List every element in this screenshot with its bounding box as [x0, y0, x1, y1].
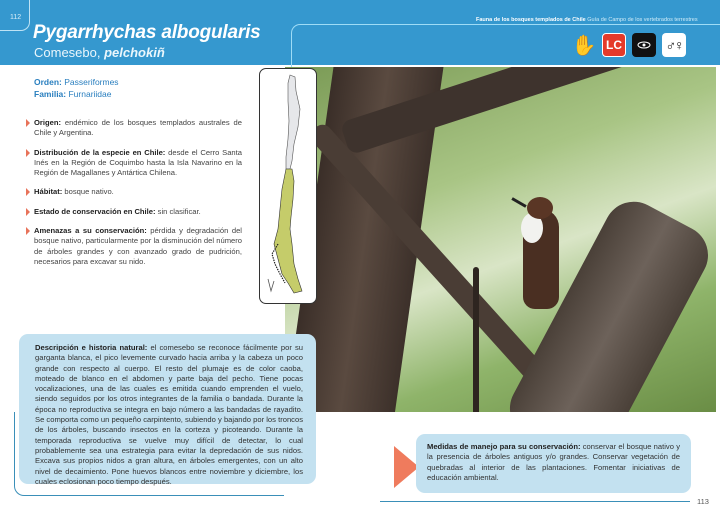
- fact-origen: [30, 118, 242, 139]
- distribution-map: [259, 68, 317, 304]
- taxonomy-familia: [34, 88, 119, 100]
- fact-habitat: [30, 187, 242, 197]
- management-label: Medidas de manejo para su conservación:: [427, 442, 581, 451]
- fact-text: desde el Cerro Santa Inés en la Región de Coquimbo hasta la Isla Navarino en la Región de Magallanes y Antártica Chilena.: [34, 147, 242, 178]
- fact-estado: [30, 207, 242, 217]
- fact-label: Estado de conservación en Chile:: [34, 206, 156, 216]
- bullet-arrow-icon: [26, 149, 30, 157]
- common-name-spanish: Comesebo,: [34, 45, 105, 60]
- footer-line: [380, 501, 690, 502]
- familia-label: Familia:: [34, 89, 67, 99]
- tree-twig: [473, 267, 479, 412]
- description-box: [19, 334, 316, 484]
- bird-beak: [511, 197, 526, 208]
- management-box: [416, 434, 691, 493]
- guide-title-rest: Guía de Campo de los vertebrados terrestres: [585, 17, 698, 23]
- eye-icon: [632, 33, 656, 57]
- guide-title-bold: Fauna de los bosques templados de Chile: [476, 17, 586, 23]
- guide-title: [476, 17, 698, 23]
- fact-amenazas: [30, 226, 242, 267]
- fact-text: endémico de los bosques templados australes de Chile y Argentina.: [34, 118, 242, 138]
- bullet-arrow-icon: [26, 208, 30, 216]
- bird-head: [527, 197, 553, 219]
- chile-map-icon: [260, 69, 318, 305]
- hand-icon: ✋: [571, 34, 597, 57]
- fact-label: Amenazas a su conservación:: [34, 226, 147, 236]
- page-number-right: 113: [697, 497, 709, 506]
- taxonomy-orden: [34, 76, 119, 88]
- orden-value: Passeriformes: [61, 77, 119, 87]
- bird-photo: [285, 67, 716, 412]
- sex-symbols-icon: ♂♀: [662, 33, 686, 57]
- taxonomy: [34, 76, 119, 100]
- bullet-arrow-icon: [26, 188, 30, 196]
- compass-north-icon: [268, 279, 274, 291]
- fact-distribucion: [30, 148, 242, 179]
- common-name-local: pelchokiñ: [104, 45, 165, 60]
- description-label: Descripción e historia natural:: [35, 343, 148, 352]
- fact-text: pérdida y degradación del bosque nativo, particularmente por la disminución del número de árboles grandes y con avanzado grado de pudrición, necesarios para excavar su nido.: [34, 226, 242, 266]
- common-name: [34, 45, 165, 60]
- fact-label: Distribución de la especie en Chile:: [34, 147, 166, 157]
- bird: [517, 197, 563, 317]
- fact-text: bosque nativo.: [62, 187, 114, 197]
- fact-label: Hábitat:: [34, 187, 63, 197]
- management-text: conservar el bosque nativo y la presencia de árboles antiguos y/o grandes. Conservar vegetación de quebradas al interior de las plantaciones. Fomentar iniciativas de educación ambiental.: [427, 442, 680, 482]
- page-header: [0, 0, 720, 65]
- scientific-name: Pygarrhychas albogularis: [33, 22, 261, 43]
- status-icons: [572, 33, 686, 57]
- fact-text: sin clasificar.: [155, 206, 201, 216]
- conservation-status-badge: LC: [602, 33, 626, 57]
- species-facts: [30, 118, 242, 276]
- bullet-arrow-icon: [26, 227, 30, 235]
- familia-value: Furnariidae: [66, 89, 112, 99]
- bullet-arrow-icon: [26, 119, 30, 127]
- description-text: el comesebo se reconoce fácilmente por su garganta blanca, el pico levemente curvado hacia arriba y la cabeza un poco grande con respecto al cuerpo. El resto del plumaje es de color caoba, moteado de blanco en el abdomen y parte baja del pecho. Tiene pocas vocalizaciones, una de las cuales es emitida cuando emprenden el vuelo, siendo seguidos por los otros integrantes de la familia o bandada. Durante la época no reproductiva se integra en bajo número a las bandadas de rayadito. Se comporta como un pequeño carpintento, subiendo y bajando por los troncos de los árboles, buscando insectos en la corteza y picoteando. Durante la temporada reproductiva se vuelve muy difícil de detectar, lo cual probablemente sea una estrategia para evitar la depredación de sus nidos. Excava sus propios nidos a gran altura, en árboles emergentes, con un alto nivel de decaimiento. Pone huevos blancos entre noviembre y diciembre, los cuales eclosionan poco tiempo después.: [35, 343, 303, 486]
- eye-glyph-icon: [637, 41, 651, 49]
- page-number-left: 112: [10, 14, 22, 21]
- orden-label: Orden:: [34, 77, 62, 87]
- fact-label: Origen:: [34, 118, 62, 127]
